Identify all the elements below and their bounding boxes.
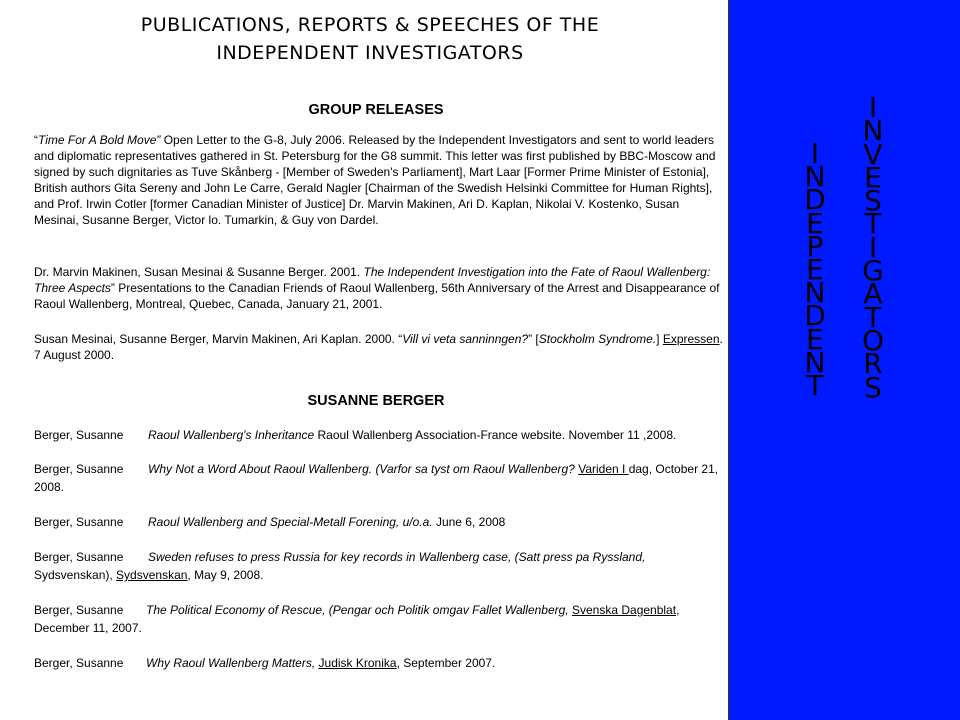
- entry-author: Berger, Susanne: [34, 550, 124, 564]
- letter: E: [806, 206, 824, 240]
- svenska-dagenblat-link[interactable]: Svenska Dagenblat: [572, 603, 677, 617]
- entry-title: Sweden refuses to press Russia for key records in Wallenberg case, (Satt press pa Ryssland,: [148, 550, 646, 564]
- bibliography-entry: [34, 601, 724, 637]
- letter: N: [804, 345, 826, 379]
- letter: E: [806, 252, 824, 286]
- letter: S: [864, 370, 882, 404]
- entry-text: , September 2007.: [396, 656, 496, 670]
- quote-mark: “: [34, 133, 38, 147]
- letter: D: [804, 299, 826, 333]
- letter: I: [868, 230, 878, 264]
- release-separator: ]: [656, 332, 663, 346]
- group-release-item: [34, 132, 724, 228]
- entry-title: The Political Economy of Rescue, (Pengar och Politik omgav Fallet Wallenberg,: [146, 603, 569, 617]
- bibliography-entry: [34, 654, 724, 672]
- entry-author: Berger, Susanne: [34, 462, 124, 476]
- entry-text: Raoul Wallenberg Association-France website. November 11 ,2008.: [314, 428, 677, 442]
- letter: E: [864, 160, 882, 194]
- independent-vertical-text: [800, 137, 830, 402]
- bibliography-entry: [34, 548, 724, 584]
- letter: T: [864, 300, 882, 334]
- letter: D: [804, 183, 826, 217]
- release-lead: Susan Mesinai, Susanne Berger, Marvin Makinen, Ari Kaplan. 2000. “: [34, 332, 403, 346]
- bibliography-entry: [34, 426, 724, 444]
- group-release-item: [34, 331, 724, 363]
- bibliography-entry: [34, 460, 724, 496]
- entry-title: Raoul Wallenberg's Inheritance: [148, 428, 315, 442]
- release-text: Open Letter to the G-8, July 2006. Released by the Independent Investigators and sent to world leaders and diplomatic representatives gathered in St. Petersburg for the G8 summit. This letter was first published by BBC-Moscow and signed by such dignitaries as Tuve Skånberg - [Member of Sweden's Parliament], Mart Laar [Former Prime Minister of Estonia], British authors Gita Sereny and John Le Carre, Gerald Nagler [Chairman of the Swedish Helsinki Committee for Human Rights], and Prof. Irwin Cotler [former Canadian Minister of Justice] Dr. Marvin Makinen, Ari D. Kaplan, Nikolai V. Kostenko, Susan Mesinai, Susanne Berger, Victor lo. Tumarkin, & Guy von Dardel.: [34, 133, 716, 227]
- entry-title: Why Not a Word About Raoul Wallenberg. (Varfor sa tyst om Raoul Wallenberg?: [148, 462, 575, 476]
- expressen-link[interactable]: Expressen: [662, 332, 720, 346]
- letter: I: [868, 91, 878, 124]
- bibliography-entry: [34, 513, 724, 531]
- letter: P: [806, 229, 824, 263]
- entry-author: Berger, Susanne: [34, 603, 124, 617]
- judisk-kronika-link[interactable]: Judisk Kronika: [318, 656, 397, 670]
- release-title: The Independent Investigation into the Fate of Raoul Wallenberg: Three Aspects: [34, 265, 711, 295]
- entry-author: Berger, Susanne: [34, 428, 124, 442]
- letter: N: [804, 160, 826, 194]
- letter: N: [862, 114, 884, 148]
- letter: S: [864, 184, 882, 218]
- release-title: Time For A Bold Move”: [38, 133, 161, 147]
- entry-text: dag, October 21, 2008.: [34, 462, 719, 494]
- release-text: ” Presentations to the Canadian Friends of Raoul Wallenberg, 56th Anniversary of the Arrest and Disappearance of Raoul Wallenberg, Montreal, Quebec, Canada, January 21, 2001.: [34, 281, 720, 311]
- entry-title: Why Raoul Wallenberg Matters,: [146, 656, 316, 670]
- release-text: . 7 August 2000.: [34, 332, 723, 362]
- page-title-line-2: INDEPENDENT INVESTIGATORS: [216, 42, 524, 64]
- susanne-berger-heading: SUSANNE BERGER: [307, 393, 445, 409]
- release-lead: Dr. Marvin Makinen, Susan Mesinai & Susanne Berger. 2001.: [34, 265, 364, 279]
- letter: V: [863, 137, 883, 171]
- group-releases-heading: GROUP RELEASES: [308, 102, 444, 118]
- letter: R: [863, 347, 883, 381]
- letter: G: [862, 254, 884, 288]
- group-release-item: [34, 264, 724, 312]
- entry-text: June 6, 2008: [432, 515, 506, 529]
- release-subtitle: Stockholm Syndrome.: [538, 332, 657, 346]
- letter: N: [804, 276, 826, 310]
- letter: O: [861, 323, 885, 357]
- variden-link[interactable]: Variden I: [578, 462, 629, 476]
- investigators-vertical-text: [858, 91, 888, 404]
- entry-title: Raoul Wallenberg and Special-Metall Forening, u/o.a.: [148, 515, 433, 529]
- release-title: Vill vi veta sanninngen?: [402, 332, 529, 346]
- letter: T: [806, 368, 824, 402]
- entry-text: , December 11, 2007.: [34, 603, 680, 635]
- entry-text: , May 9, 2008.: [187, 568, 264, 582]
- letter: I: [810, 137, 820, 170]
- letter: A: [863, 277, 883, 311]
- sidebar-banner: [728, 0, 960, 720]
- sydsvenskan-link[interactable]: Sydsvenskan: [116, 568, 188, 582]
- page-title-line-1: PUBLICATIONS, REPORTS & SPEECHES OF THE: [140, 14, 600, 36]
- entry-author: Berger, Susanne: [34, 656, 124, 670]
- entry-text-pre: Sydsvenskan),: [34, 568, 117, 582]
- letter: E: [806, 322, 824, 356]
- release-separator: ” [: [528, 332, 539, 346]
- entry-author: Berger, Susanne: [34, 515, 124, 529]
- letter: T: [864, 207, 882, 241]
